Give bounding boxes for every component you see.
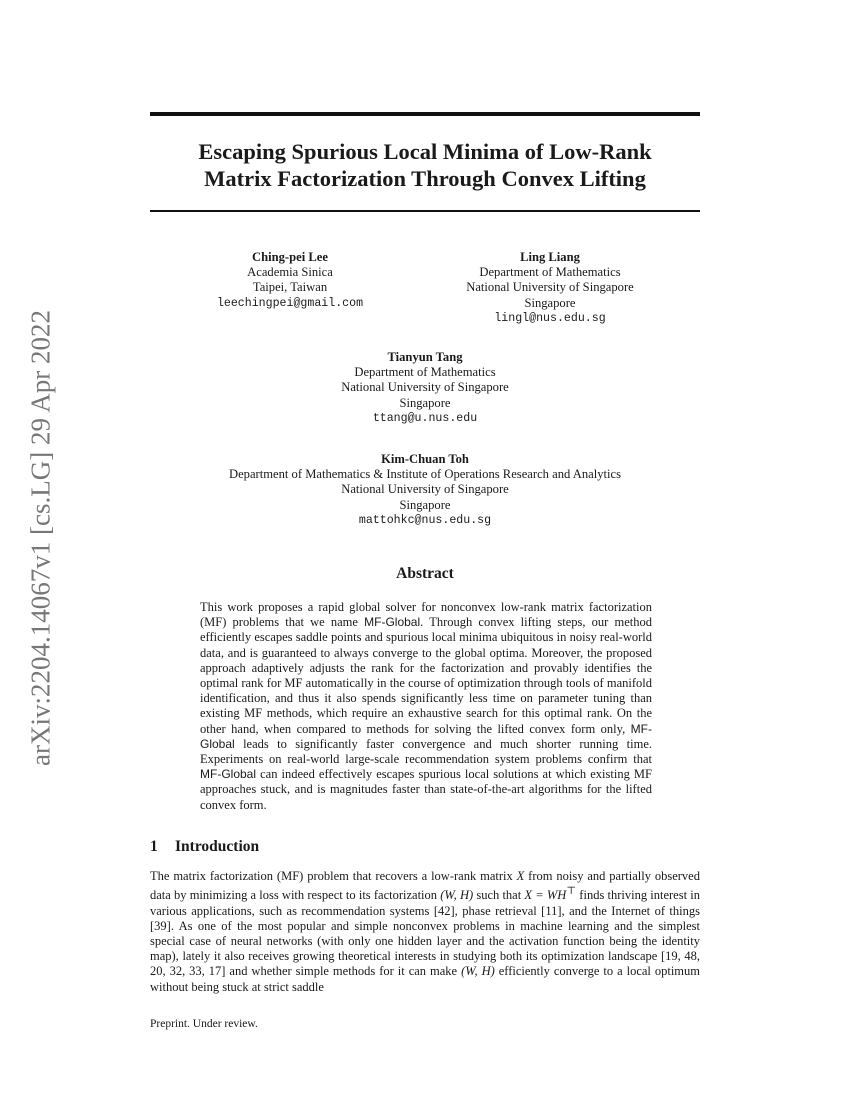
abstract-body [200,600,652,813]
intro-text: efficiently converge to a local optimum without being stuck at strict saddle [150,964,700,994]
title-line-1: Escaping Spurious Local Minima of Low-Rank [198,139,652,164]
author-email: lingl@nus.edu.sg [494,311,606,325]
section-title: Introduction [175,838,260,855]
author-block [150,452,700,528]
method-name: MF-Global [200,721,652,751]
intro-text: such that [473,888,525,903]
math-symbol: (W, H) [461,964,495,979]
abstract-text: can indeed effectively escapes spurious local solutions at which existing MF approaches stuck, and is magnitudes faster than state-of-the-art algorithms for the lifted convex form. [200,767,652,812]
author-email: mattohkc@nus.edu.sg [358,513,492,527]
abstract-text: . Through convex lifting steps, our method efficiently escapes saddle points and spurious local minima ubiquitous in noisy real-world data, and is guaranteed to always converge to the global optima. Moreover, the proposed approach adaptively adjusts the rank for the factorization and provably identifies the optimal rank for MF automatically in the course of optimization through tools of manifold identification, and thus it also spends significantly less time on parameter tuning than existing MF methods, which require an exhaustive search for this optimal rank. On the other hand, when compared to methods for solving the lifted convex form only, [200,615,652,736]
method-name: MF-Global [364,615,421,630]
section-heading [150,838,259,856]
author-email: leechingpei@gmail.com [216,296,364,310]
author-email: ttang@u.nus.edu [372,411,478,425]
intro-text: The matrix factorization (MF) problem that recovers a low-rank matrix [150,869,517,883]
author-block [200,350,650,426]
author-affiliation: Singapore [399,497,451,512]
title-bottom-rule [150,210,700,212]
author-affiliation: Taipei, Taiwan [252,280,328,295]
author-affiliation: National University of Singapore [341,380,509,395]
author-affiliation: National University of Singapore [466,280,634,295]
math-symbol: X [516,869,525,883]
author-affiliation: Singapore [399,395,451,410]
author-affiliation: Academia Sinica [247,265,333,280]
intro-text: finds thriving interest in various applications, such as recommendation systems [42], phase retrieval [11], and the Internet of things [39]. As one of the most popular and simple nonconvex problems in machine learning and the simplest special case of neural networks (with only one hidden layer and the activation function being the identity map), lately it also receives growing theoretical interests in studying both its optimization landscape [19, 48, 20, 32, 33, 17] and whether simple methods for it can make [150,888,700,979]
math-symbol: X = WH [524,888,567,903]
section-number: 1 [150,838,158,855]
introduction-body [150,869,700,995]
arxiv-identifier: arXiv:2204.14067v1 [cs.LG] 29 Apr 2022 [25,310,56,766]
intro-text: from noisy and partially observed data by minimizing a loss with respect to its factorization [150,869,700,903]
preprint-footer: Preprint. Under review. [150,1018,258,1030]
abstract-text: leads to significantly faster convergence and much shorter running time. Experiments on real-world large-scale recommendation system problems confirm that [200,736,652,767]
method-name: MF-Global [200,767,257,782]
author-affiliation: Department of Mathematics [354,365,496,380]
author-name: Ling Liang [520,250,580,264]
author-block [420,250,680,326]
author-affiliation: Singapore [524,295,576,310]
author-name: Ching-pei Lee [252,250,328,264]
author-name: Kim-Chuan Toh [381,452,469,466]
title-top-rule [150,112,700,116]
author-affiliation: Department of Mathematics & Institute of Operations Research and Analytics [228,467,622,482]
transpose-symbol: ⊤ [566,886,577,898]
author-affiliation: National University of Singapore [341,482,509,497]
author-name: Tianyun Tang [387,350,463,364]
author-block [170,250,410,311]
abstract-heading: Abstract [396,565,454,582]
abstract-text: This work proposes a rapid global solver for nonconvex low-rank matrix factorization (MF) problems that we name [200,600,652,630]
math-symbol: (W, H) [440,888,474,903]
paper-title [150,138,700,192]
author-affiliation: Department of Mathematics [479,265,621,280]
title-line-2: Matrix Factorization Through Convex Lifting [204,166,646,191]
